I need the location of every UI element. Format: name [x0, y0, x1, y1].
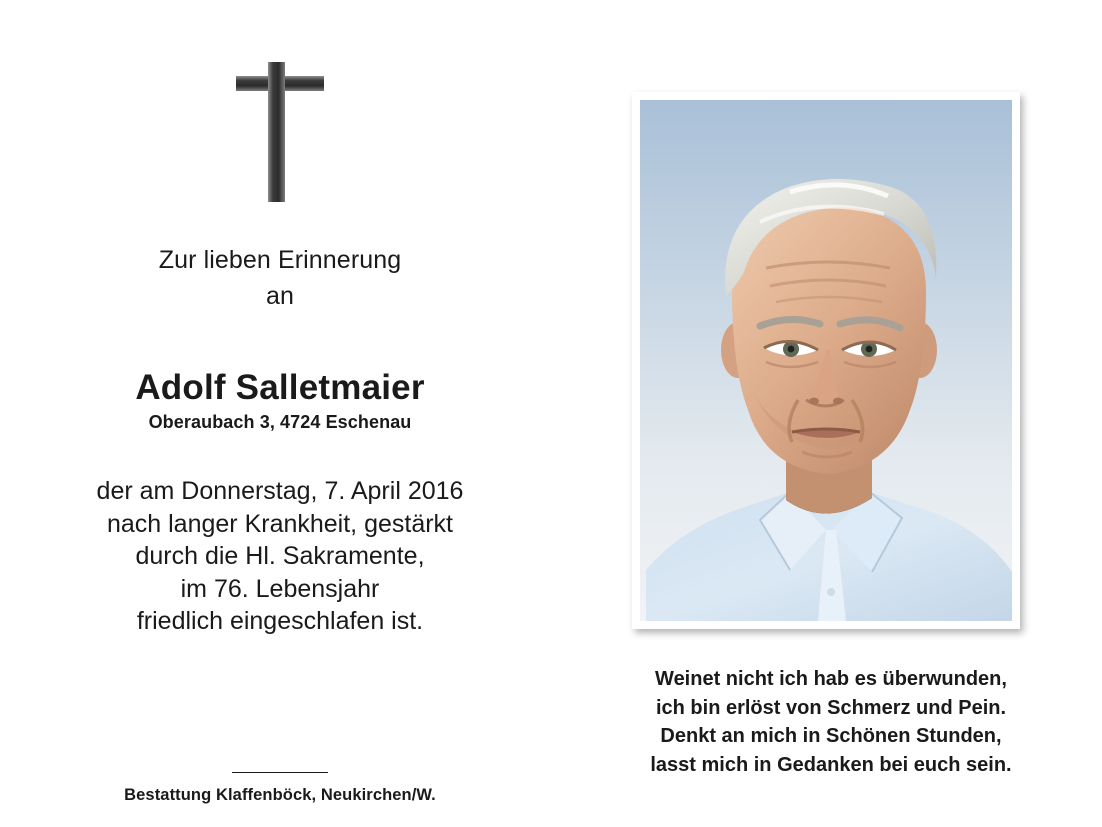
memorial-intro: [0, 243, 560, 314]
memorial-verse: [560, 665, 1102, 779]
divider-rule: [232, 772, 328, 773]
funeral-home-credit: Bestattung Klaffenböck, Neukirchen/W.: [124, 786, 436, 804]
death-text-line: durch die Hl. Sakramente,: [135, 542, 425, 570]
verse-line: lasst mich in Gedanken bei euch sein.: [650, 753, 1012, 776]
death-text-line: der am Donnerstag, 7. April 2016: [96, 477, 464, 505]
cross-icon: [0, 62, 560, 207]
portrait-photo: [640, 100, 1012, 621]
verse-line: Denkt an mich in Schönen Stunden,: [660, 725, 1002, 748]
deceased-address: Oberaubach 3, 4724 Eschenau: [148, 412, 412, 432]
memorial-intro-line1: Zur lieben Erinnerung: [158, 246, 402, 274]
death-text-line: im 76. Lebensjahr: [180, 574, 380, 603]
portrait-frame: [632, 92, 1020, 629]
deceased-name: Adolf Salletmaier: [135, 368, 425, 407]
verse-line: ich bin erlöst von Schmerz und Pein.: [655, 696, 1007, 719]
portrait-column: [560, 0, 1102, 827]
death-text-line: nach langer Krankheit, gestärkt: [106, 509, 454, 538]
death-text-line: friedlich eingeschlafen ist.: [136, 607, 424, 635]
verse-line: Weinet nicht ich hab es überwunden,: [655, 668, 1007, 690]
death-text-block: [0, 475, 560, 638]
memorial-intro-line2: an: [265, 281, 294, 310]
